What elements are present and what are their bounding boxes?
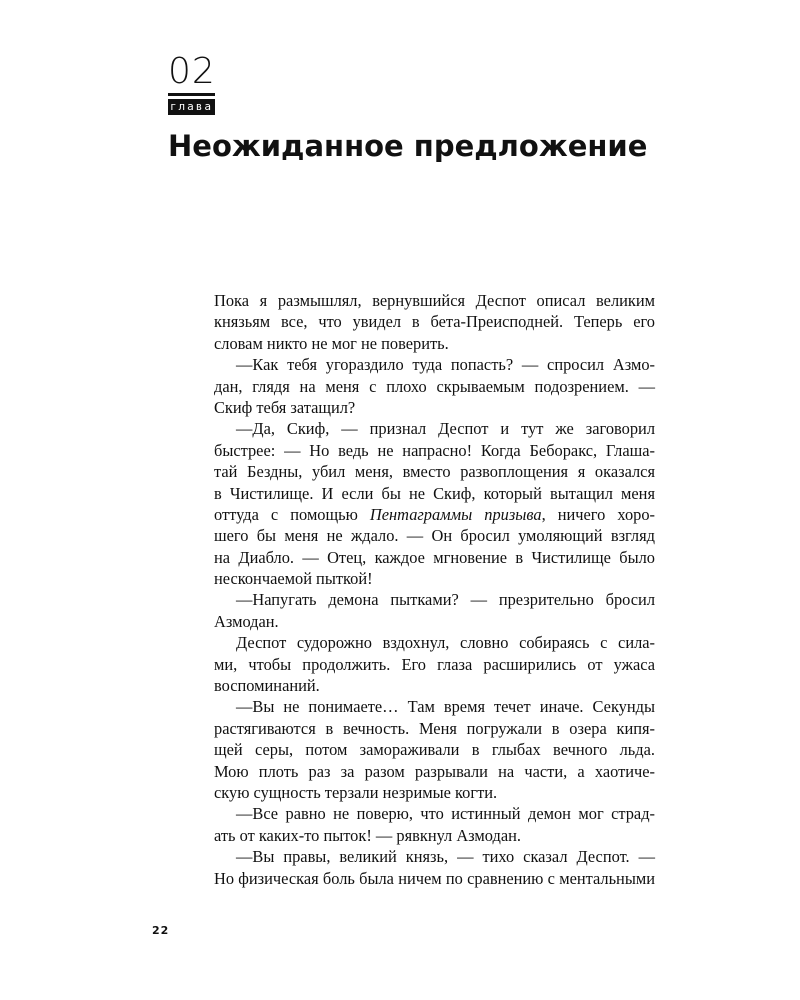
text-line: воспоминаний. [214,676,320,696]
text-line: князьям все, что увидел в бета-Преисподней. Теперь его [214,312,655,332]
text-line: Пока я размышлял, вернувшийся Деспот описал великим [214,291,655,310]
text-line: Скиф тебя затащил? [214,397,356,417]
chapter-rule [168,93,215,96]
text-line: растягиваются в вечность. Меня погружали в озера кипя- [214,718,655,738]
text-line: —Напугать демона пытками? — презрительно бросил [236,590,655,610]
text-line: —Все равно не поверю, что истинный демон мог страд- [236,804,655,824]
text-line: —Как тебя угораздило туда попасть? — спросил Азмо- [236,355,655,375]
text-line: Но физическая боль была ничем по сравнению с ментальными [214,868,655,888]
text-line: —Да, Скиф, — признал Деспот и тут же заговорил [236,419,655,439]
chapter-title: Неожиданное предложение [168,129,648,163]
text-line: тай Бездны, убил меня, вместо развоплощения я оказался [214,462,655,482]
text-line: в Чистилище. И если бы не Скиф, который вытащил меня [214,483,655,503]
text-line: быстрее: — Но ведь не напрасно! Когда Беборакс, Глаша- [214,440,655,460]
text-line: Мою плоть раз за разом разрывали на части, а хаотиче- [214,761,655,781]
text-line: шего бы меня не ждало. — Он бросил умоляющий взгляд [214,526,655,546]
italic-title: Пентаграммы призыва [369,504,542,524]
text-line: Азмодан. [214,611,279,631]
chapter-number: 02 [168,51,216,92]
text-line: словам никто не мог не поверить. [214,333,449,353]
text-line: —Вы правы, великий князь, — тихо сказал Деспот. — [236,847,655,867]
text-line: на Диабло. — Отец, каждое мгновение в Чистилище было [214,547,655,567]
text-line: Деспот судорожно вздохнул, словно собираясь с сила- [236,633,655,653]
text-line: ать от каких-то пыток! — рявкнул Азмодан. [214,825,521,845]
text-line: нескончаемой пыткой! [214,569,373,589]
text-line: дан, глядя на меня с плохо скрываемым подозрением. — [214,376,655,396]
page-number: 22 [152,924,170,937]
text-line: оттуда с помощью Пентаграммы призыва, ничего хоро- [214,504,655,524]
chapter-label: глава [169,100,214,113]
text-line: щей серы, потом замораживали в глыбах вечного льда. [214,740,655,760]
text-line: скую сущность терзали незримые когти. [214,782,498,802]
text-line: —Вы не понимаете… Там время течет иначе. Секунды [236,697,655,717]
text-line: ми, чтобы продолжить. Его глаза расширились от ужаса [214,654,655,674]
body-text [214,290,655,889]
